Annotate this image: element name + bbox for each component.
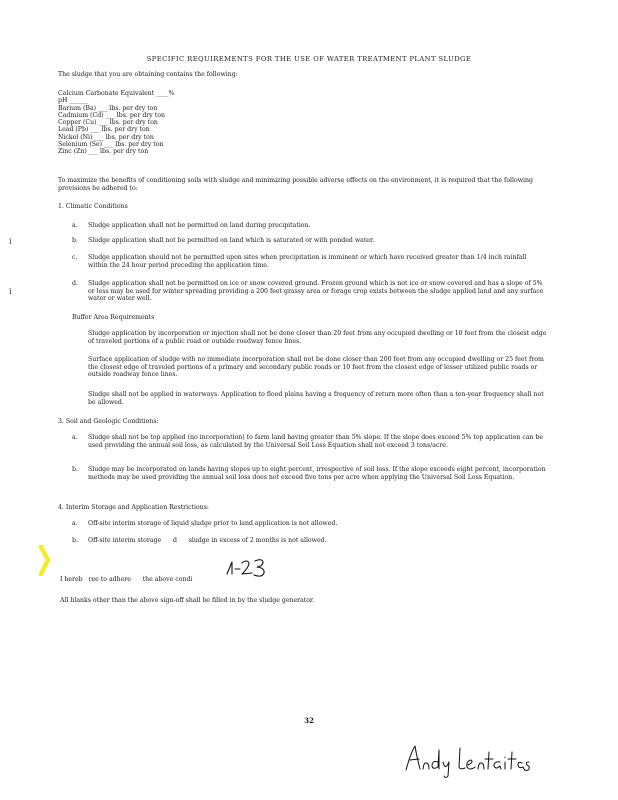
section-heading: 3. Soil and Geologic Conditions: [58,418,159,425]
field-line: Lead (Pb) ___ lbs. per dry ton [58,126,150,134]
sign-off-line: I hereb ree to adhere the above condi [60,576,193,583]
item-letter: c. [72,254,78,261]
section-item: Sludge application shall not be permitted on land which is saturated or with ponded water. [88,237,375,244]
purpose-paragraph: To maximize the benefits of conditioning soils with sludge and minimizing possible adverse effects on the environment, it is required that the following provisions be adhered to: [58,177,533,192]
item-letter: a. [72,222,78,229]
handwritten-initials [224,552,272,580]
item-letter: a. [72,520,78,527]
section-item: Sludge application shall not be permitted on land during precipitation. [88,222,311,229]
page-number: 32 [304,716,314,725]
field-line: Zinc (Zn) ___ lbs. per dry ton [58,148,149,156]
section-heading: 1. Climatic Conditions [58,203,128,210]
item-letter: b. [72,537,78,544]
handwritten-signature [402,740,532,780]
section-item: Sludge may be incorporated on lands having slopes up to eight percent, irrespective of soil loss. If the slope exceeds eight percent, incorporation methods may be used providing the annual soil loss does not exceed five tons per acre when applying the Universal Soil Loss Equation. [88,466,546,481]
field-line: pH ______ [58,97,88,105]
highlighter-mark [38,545,52,577]
margin-mark: i [9,287,12,296]
field-line: Copper (Cu) ___ lbs. per dry ton [58,119,158,127]
buffer-paragraph: Surface application of sludge with no immediate incorporation shall not be done closer than 200 feet from any occupied dwelling or 25 feet from the closest edge of traveled portions of a primary and secondary public roads or 10 feet from the closest edge of lesser utilized public roads or outside roadway fence lines. [88,356,544,379]
item-letter: a. [72,434,78,441]
item-letter: b. [72,237,78,244]
sludge-fields [58,90,174,156]
field-line: Nickel (Ni) ___ lbs. per dry ton [58,133,154,141]
field-line: Selenium (Se) ___ lbs. per dry ton [58,141,164,149]
section-item: Off-site interim storage of liquid sludge prior to land application is not allowed. [88,520,338,527]
field-line: Calcium Carbonate Equivalent ____% [58,90,175,97]
item-letter: d. [72,280,78,287]
margin-mark: i [9,237,12,246]
section-item: Off-site interim storage d sludge in excess of 2 months is not allowed. [88,537,327,544]
buffer-paragraph: Sludge shall not be applied in waterways. Application to flood plains having a frequency of return more often than a ten-year frequency shall not be allowed. [88,391,544,406]
buffer-paragraph: Sludge application by incorporation or injection shall not be done closer than 20 feet from any occupied dwelling or 10 feet from the closest edge of traveled portions of a public road or outside roadway fence lines. [88,330,547,345]
section-heading: 4. Interim Storage and Application Restrictions: [58,504,209,511]
field-line: Cadmium (Cd) ___ lbs. per dry ton [58,111,165,119]
section-item: Sludge application should not be permitted upon sites when precipitation is imminent or which have received greater than 1/4 inch rainfall within the 24 hour period preceding the application time. [88,254,527,269]
section-item: Sludge application shall not be permitted on ice or snow covered ground. Frozen ground which is not ice or snow covered and has a slope of 5% or less may be used for winter spreading providing a 200 feet grassy area or forage crop exists between the sludge applied land and any surface water or water well. [88,280,544,303]
section-item: Sludge shall not be top applied (no incorporation) to farm land having greater than 5% slope. If the slope does exceed 5% top application can be used providing the annual soil loss, as calculated by the Universal Soil Loss Equation shall not exceed 3 tons/acre. [88,434,544,449]
section-heading: Buffer Area Requirements [72,314,155,321]
item-letter: b. [72,466,78,473]
footer-note: All blanks other than the above sign-off shall be filled in by the sludge generator. [60,597,315,604]
intro-text: The sludge that you are obtaining contains the following: [58,71,238,78]
document-title: SPECIFIC REQUIREMENTS FOR THE USE OF WATER TREATMENT PLANT SLUDGE [146,55,472,63]
field-line: Barium (Ba) ___ lbs. per dry ton [58,104,158,112]
